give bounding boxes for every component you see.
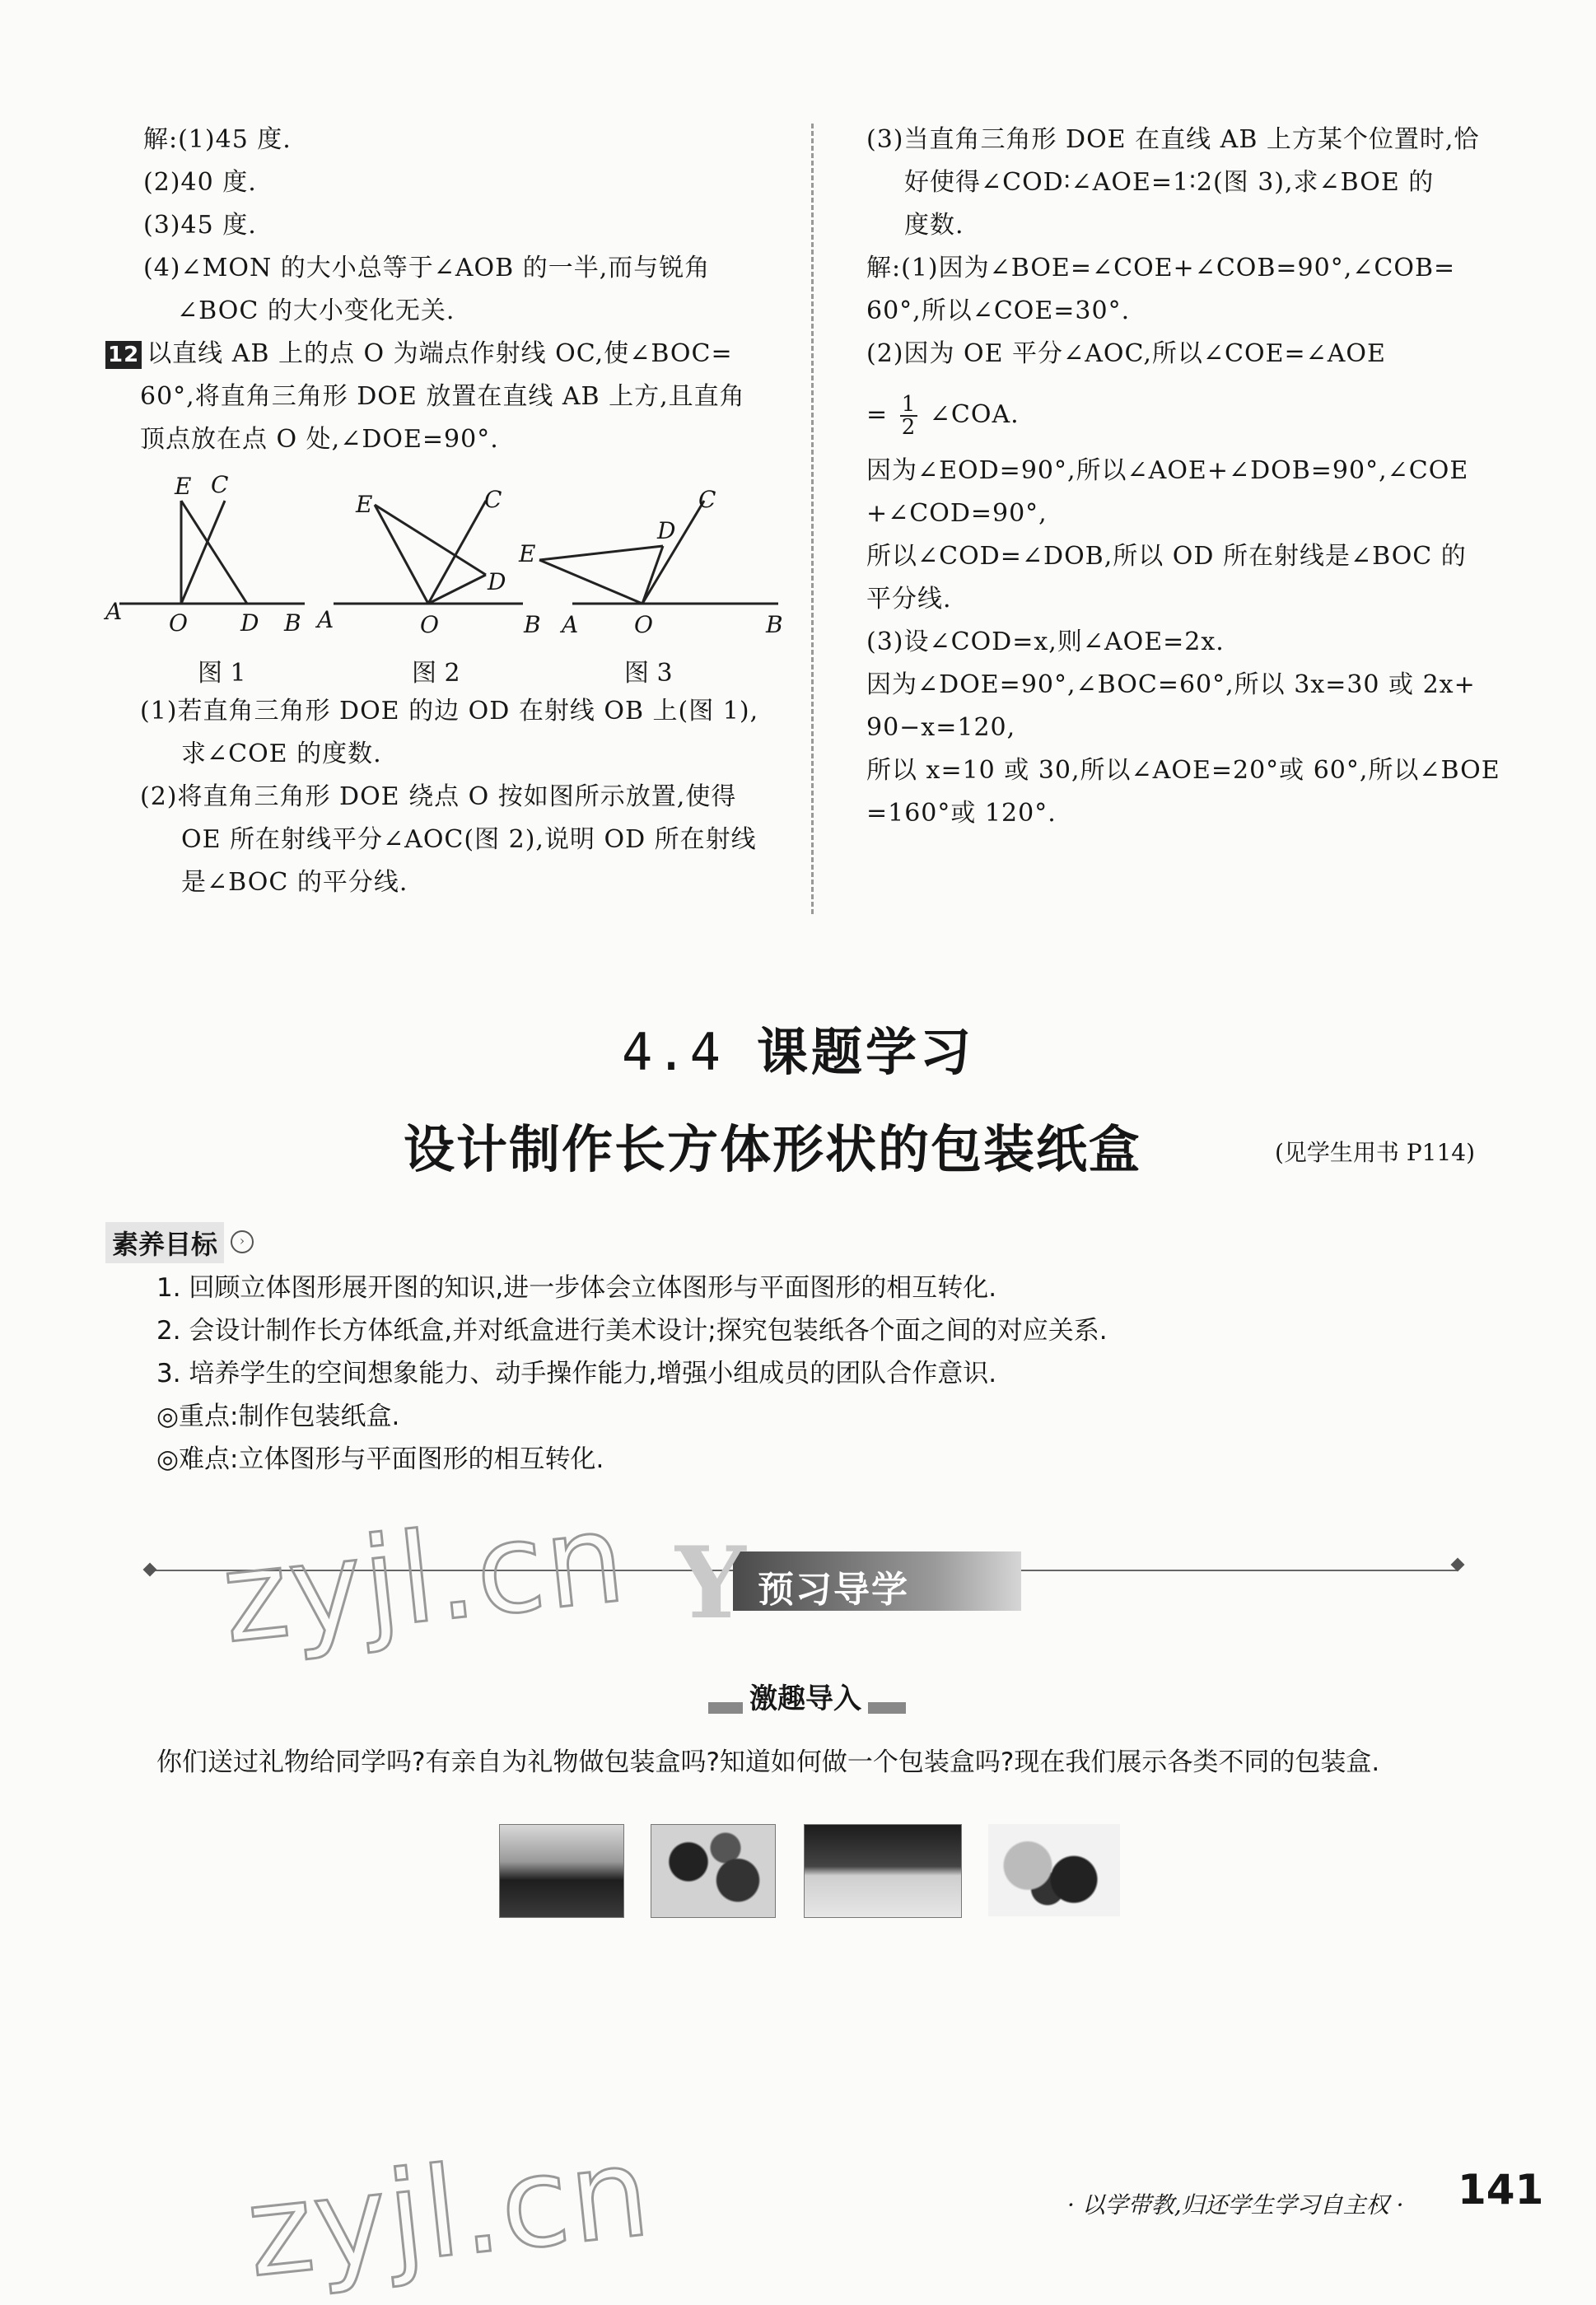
solution-line: (3)45 度.	[143, 211, 257, 240]
banner-rule-end-icon	[143, 1563, 157, 1577]
section-title: 课题学习	[756, 1022, 974, 1082]
sub-banner-title: 激趣导入	[743, 1676, 868, 1716]
answer-line: (3)设∠COD=x,则∠AOE=2x.	[866, 628, 1225, 656]
goal-key-point: ◎重点:制作包装纸盒.	[156, 1402, 400, 1431]
section-heading	[0, 1011, 1596, 1085]
fig2-label: C	[484, 486, 502, 513]
fig2-label: D	[488, 568, 506, 595]
goals-tag: 素养目标	[105, 1222, 224, 1263]
fig3-label: D	[657, 517, 676, 544]
fig1-label: D	[240, 609, 259, 637]
banner-letter: Y	[675, 1525, 746, 1641]
fig1-segment-ed	[181, 501, 247, 604]
fig1-label: B	[284, 609, 301, 637]
answer-line: 因为∠EOD=90°,所以∠AOE+∠DOB=90°,∠COE	[866, 456, 1469, 485]
solution-line: 解:(1)45 度.	[143, 125, 292, 154]
fraction-numerator: 1	[901, 392, 917, 417]
goal-item: 1. 回顾立体图形展开图的知识,进一步体会立体图形与平面图形的相互转化.	[156, 1273, 997, 1303]
gift-box-photo-4	[988, 1824, 1120, 1916]
fig1-label: E	[175, 473, 192, 500]
fig2-segment-ed	[375, 505, 486, 575]
goal-difficulty: ◎难点:立体图形与平面图形的相互转化.	[156, 1444, 604, 1474]
fig2-label: O	[420, 611, 439, 638]
answer-line: 好使得∠COD∶∠AOE=1∶2(图 3),求∠BOE 的	[904, 168, 1435, 197]
section-subtitle: 设计制作长方体形状的包装纸盒	[404, 1119, 1142, 1179]
banner-title: 预习导学	[758, 1569, 909, 1611]
sub-question-line: 是∠BOC 的平分线.	[181, 868, 408, 897]
fig1-label: A	[105, 598, 123, 625]
fig2-ray-oe	[375, 505, 428, 604]
answer-line: (3)当直角三角形 DOE 在直线 AB 上方某个位置时,恰	[866, 125, 1480, 154]
answer-line: 因为∠DOE=90°,∠BOC=60°,所以 3x=30 或 2x+	[866, 670, 1476, 699]
fig3-segment-ed	[539, 546, 663, 560]
answer-line: 所以∠COD=∠DOB,所以 OD 所在射线是∠BOC 的	[866, 542, 1467, 571]
book-reference: (见学生用书 P114)	[1275, 1139, 1476, 1166]
answer-line: 90−x=120,	[866, 713, 1016, 742]
answer-line: +∠COD=90°,	[866, 499, 1048, 528]
answer-line: 60°,所以∠COE=30°.	[866, 296, 1131, 325]
watermark: zyjl.cn	[216, 1486, 632, 1672]
fig2-label: B	[524, 611, 541, 638]
sub-banner	[708, 1676, 906, 1717]
section-number: 4.4	[622, 1022, 724, 1082]
fig3-label: C	[698, 486, 716, 513]
footer-motto: · 以学带教,归还学生学习自主权 ·	[1067, 2191, 1404, 2219]
solution-line: (4)∠MON 的大小总等于∠AOB 的一半,而与锐角	[143, 254, 711, 282]
fig3-ray-oc	[642, 501, 704, 604]
fig3-label: B	[766, 611, 783, 638]
question-text-line: 60°,将直角三角形 DOE 放置在直线 AB 上方,且直角	[140, 382, 745, 411]
answer-line: 解:(1)因为∠BOE=∠COE+∠COB=90°,∠COB=	[866, 254, 1456, 282]
fig1-label: O	[169, 609, 188, 637]
sub-question-line: OE 所在射线平分∠AOC(图 2),说明 OD 所在射线	[181, 825, 757, 854]
answer-line: (2)因为 OE 平分∠AOC,所以∠COE=∠AOE	[866, 339, 1386, 368]
answer-line: =160°或 120°.	[866, 799, 1057, 828]
question-number: 12	[105, 341, 142, 369]
equals-sign: =	[866, 400, 889, 429]
gift-box-photo-2	[651, 1824, 776, 1918]
preview-banner	[675, 1525, 1021, 1641]
fig3-ray-oe	[539, 560, 642, 604]
fig1-label: C	[211, 471, 229, 498]
sub-question-line: 求∠COE 的度数.	[181, 740, 382, 768]
geometry-figures	[103, 468, 786, 649]
solution-line: (2)40 度.	[143, 168, 257, 197]
fig2-caption: 图 2	[412, 659, 460, 688]
gift-box-photo-3	[804, 1824, 962, 1918]
column-divider	[811, 124, 814, 914]
watermark: zyjl.cn	[240, 2120, 657, 2305]
fig2-label: E	[356, 491, 373, 518]
goals-arrow-icon: ›	[231, 1230, 254, 1253]
solution-line: ∠BOC 的大小变化无关.	[177, 296, 455, 325]
answer-line: 度数.	[904, 211, 964, 240]
question-text-line: 顶点放在点 O 处,∠DOE=90°.	[140, 425, 499, 454]
sub-question-line: (2)将直角三角形 DOE 绕点 O 按如图所示放置,使得	[140, 782, 737, 811]
fig1-caption: 图 1	[198, 659, 246, 688]
fig3-label: O	[634, 611, 653, 638]
answer-line: 平分线.	[866, 585, 952, 614]
page-number: 141	[1458, 2166, 1544, 2214]
fraction-denominator: 2	[901, 415, 917, 440]
fraction-one-half	[900, 394, 918, 438]
fig3-label: A	[562, 611, 579, 638]
fraction-tail: ∠COA.	[929, 400, 1020, 429]
fig3-label: E	[519, 540, 536, 567]
fig3-caption: 图 3	[624, 659, 673, 688]
answer-fraction-line	[866, 394, 1020, 438]
gift-box-photo-1	[499, 1824, 624, 1918]
goal-item: 3. 培养学生的空间想象能力、动手操作能力,增强小组成员的团队合作意识.	[156, 1359, 997, 1388]
intro-paragraph: 你们送过礼物给同学吗?有亲自为礼物做包装盒吗?知道如何做一个包装盒吗?现在我们展示各类不同的包装盒.	[156, 1747, 1380, 1777]
sub-question-line: (1)若直角三角形 DOE 的边 OD 在射线 OB 上(图 1),	[140, 697, 759, 726]
fig2-label: A	[317, 606, 334, 633]
fig1-ray-oc	[181, 501, 225, 604]
answer-line: 所以 x=10 或 30,所以∠AOE=20°或 60°,所以∠BOE	[866, 756, 1500, 785]
question-12	[105, 338, 733, 371]
question-text-line: 以直线 AB 上的点 O 为端点作射线 OC,使∠BOC=	[147, 339, 733, 368]
goal-item: 2. 会设计制作长方体纸盒,并对纸盒进行美术设计;探究包装纸各个面之间的对应关系.	[156, 1316, 1108, 1346]
